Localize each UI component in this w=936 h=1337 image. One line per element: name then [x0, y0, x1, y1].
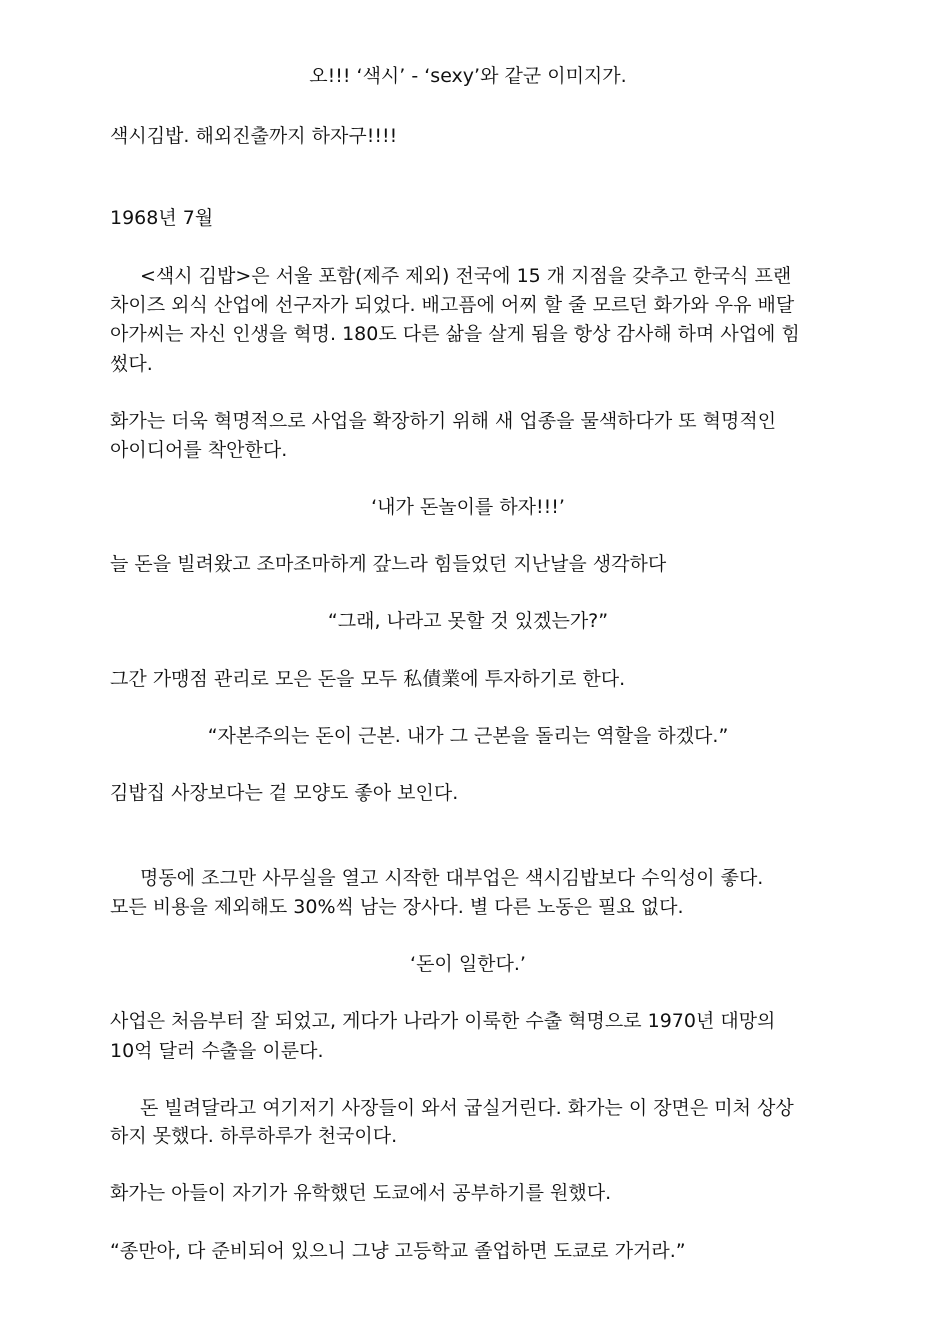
text-line-5: 차이즈 외식 산업에 선구자가 되었다. 배고픔에 어찌 할 줄 모르던 화가와 우유 배달	[110, 294, 795, 316]
text-line-20: 10억 달러 수출을 이룬다.	[110, 1040, 324, 1062]
text-line-9: 아이디어를 착안한다.	[110, 439, 288, 461]
text-line-22: 하지 못했다. 하루하루가 천국이다.	[110, 1125, 398, 1147]
text-line-12: “그래, 나라고 못할 것 있겠는가?”	[327, 610, 609, 632]
text-line-14: “자본주의는 돈이 근본. 내가 그 근본을 돌리는 역할을 하겠다.”	[207, 725, 729, 747]
text-line-17: 모든 비용을 제외해도 30%씩 남는 장사다. 별 다른 노동은 필요 없다.	[110, 896, 684, 918]
text-line-15: 김밥집 사장보다는 겉 모양도 좋아 보인다.	[110, 782, 459, 804]
text-line-16: 명동에 조그만 사무실을 열고 시작한 대부업은 색시김밥보다 수익성이 좋다.	[140, 867, 764, 889]
text-line-18: ‘돈이 일한다.’	[410, 953, 526, 975]
text-line-21: 돈 빌려달라고 여기저기 사장들이 와서 굽실거린다. 화가는 이 장면은 미처 상상	[140, 1097, 794, 1119]
text-line-24: “종만아, 다 준비되어 있으니 그냥 고등학교 졸업하면 도쿄로 가거라.”	[110, 1240, 686, 1262]
text-line-10: ‘내가 돈놀이를 하자!!!’	[371, 496, 565, 518]
text-line-7: 썼다.	[110, 353, 153, 375]
text-line-6: 아가씨는 자신 인생을 혁명. 180도 다른 삶을 살게 됨을 항상 감사해 하며 사업에 힘	[110, 323, 800, 345]
text-line-1: 오!!! ‘색시’ - ‘sexy’와 같군 이미지가.	[309, 65, 627, 87]
text-line-4: <색시 김밥>은 서울 포함(제주 제외) 전국에 15 개 지점을 갖추고 한국식 프랜	[140, 265, 792, 287]
text-line-13: 그간 가맹점 관리로 모은 돈을 모두 私債業에 투자하기로 한다.	[110, 668, 626, 690]
text-line-11: 늘 돈을 빌려왔고 조마조마하게 갚느라 힘들었던 지난날을 생각하다	[110, 553, 667, 575]
text-line-23: 화가는 아들이 자기가 유학했던 도쿄에서 공부하기를 원했다.	[110, 1182, 612, 1204]
text-line-3: 1968년 7월	[110, 207, 214, 229]
text-line-2: 색시김밥. 해외진출까지 하자구!!!!	[110, 125, 398, 147]
text-line-8: 화가는 더욱 혁명적으로 사업을 확장하기 위해 새 업종을 물색하다가 또 혁명적인	[110, 410, 777, 432]
text-line-19: 사업은 처음부터 잘 되었고, 게다가 나라가 이룩한 수출 혁명으로 1970년 대망의	[110, 1010, 776, 1032]
